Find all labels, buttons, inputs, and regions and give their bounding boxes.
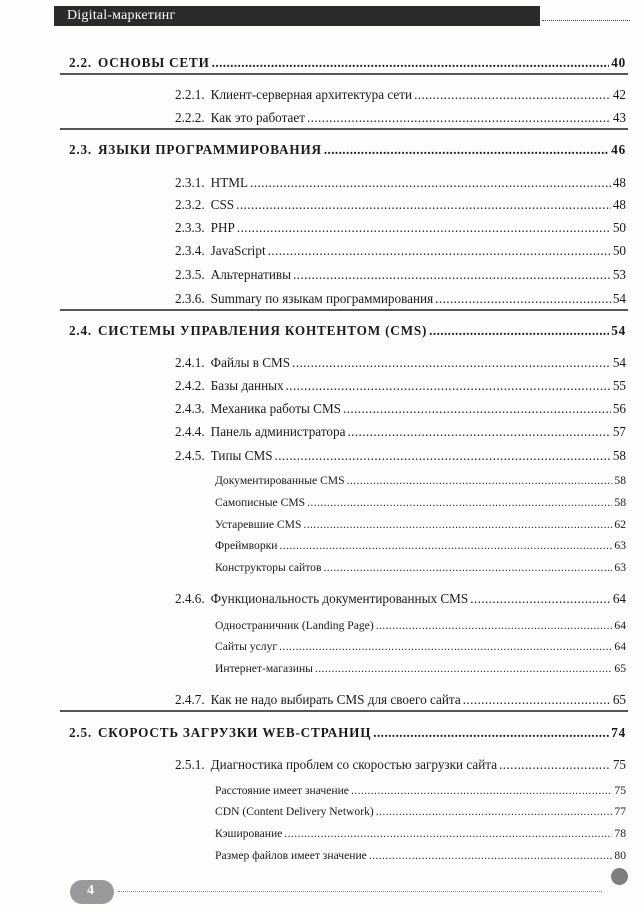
- toc-subsection-row: [175, 692, 626, 708]
- subsection-number: 2.3.6.: [175, 291, 205, 306]
- dot-leader: [369, 849, 613, 862]
- dot-leader: [212, 55, 610, 71]
- topic-title: Самописные CMS: [215, 496, 306, 509]
- dot-leader: [315, 662, 612, 675]
- toc-topic-row: [215, 496, 626, 509]
- page-ref: 64: [612, 591, 626, 606]
- page-ref: 78: [614, 827, 626, 840]
- page-ref: 58: [614, 474, 626, 487]
- topic-title: Интернет-магазины: [215, 662, 313, 675]
- page-ref: 54: [612, 291, 626, 306]
- section-divider: [60, 73, 628, 75]
- page-ref: 63: [614, 539, 626, 552]
- page-ref: 63: [614, 561, 626, 574]
- toc-topic-row: [215, 518, 626, 531]
- subsection-title: HTML: [210, 175, 249, 190]
- page-ref: 48: [612, 197, 626, 212]
- toc-topic-row: [215, 619, 626, 632]
- dot-leader: [284, 827, 612, 840]
- dot-leader: [414, 87, 611, 103]
- page-ref: 75: [614, 784, 626, 797]
- subsection-number: 2.4.4.: [175, 424, 205, 439]
- page-ref: 56: [612, 401, 626, 416]
- dot-leader: [293, 267, 611, 283]
- subsection-title: Альтернативы: [210, 267, 291, 282]
- toc-subsection-row: [175, 87, 626, 103]
- dot-leader: [279, 640, 612, 653]
- section-number: 2.4.: [69, 323, 92, 338]
- subsection-title: Диагностика проблем со скоростью загрузки сайта: [210, 757, 498, 772]
- subsection-title: CSS: [210, 197, 235, 212]
- dot-leader: [268, 243, 611, 259]
- section-number: 2.3.: [69, 142, 92, 157]
- dot-leader: [376, 619, 613, 632]
- dot-leader: [279, 539, 612, 552]
- toc-subsection-row: [175, 110, 626, 126]
- page-ref: 43: [612, 110, 626, 125]
- toc-subsection-row: [175, 378, 626, 394]
- toc-subsection-row: [175, 220, 626, 236]
- section-divider: [60, 128, 628, 130]
- toc-subsection-row: [175, 243, 626, 259]
- toc-section-row: [69, 142, 626, 158]
- section-title: ОСНОВЫ СЕТИ: [97, 55, 210, 70]
- dot-leader: [323, 561, 612, 574]
- section-title: СКОРОСТЬ ЗАГРУЗКИ WEB-СТРАНИЦ: [97, 725, 372, 740]
- toc-topic-row: [215, 805, 626, 818]
- page-ref: 54: [612, 355, 626, 370]
- subsection-title: Базы данных: [210, 378, 284, 393]
- section-title: СИСТЕМЫ УПРАВЛЕНИЯ КОНТЕНТОМ (CMS): [97, 323, 428, 338]
- toc-subsection-row: [175, 291, 626, 307]
- section-number: 2.2.: [69, 55, 92, 70]
- subsection-title: Механика работы CMS: [210, 401, 342, 416]
- section-number: 2.5.: [69, 725, 92, 740]
- section-divider: [60, 309, 628, 311]
- page-ref: 54: [611, 323, 626, 338]
- dot-leader: [343, 401, 611, 417]
- toc-subsection-row: [175, 355, 626, 371]
- subsection-number: 2.3.1.: [175, 175, 205, 190]
- dot-leader: [351, 784, 612, 797]
- page-ref: 40: [611, 55, 626, 70]
- subsection-number: 2.3.4.: [175, 243, 205, 258]
- subsection-title: PHP: [210, 220, 235, 235]
- page-ref: 58: [614, 496, 626, 509]
- subsection-number: 2.3.2.: [175, 197, 205, 212]
- subsection-number: 2.4.3.: [175, 401, 205, 416]
- toc-subsection-row: [175, 757, 626, 773]
- page-ref: 57: [612, 424, 626, 439]
- dot-leader: [307, 496, 612, 509]
- toc-topic-row: [215, 539, 626, 552]
- toc-section-row: [69, 725, 626, 741]
- toc-topic-row: [215, 474, 626, 487]
- topic-title: Устаревшие CMS: [215, 518, 302, 531]
- page-ref: 46: [611, 142, 626, 157]
- subsection-number: 2.3.3.: [175, 220, 205, 235]
- subsection-title: JavaScript: [210, 243, 266, 258]
- toc-topic-row: [215, 662, 626, 675]
- topic-title: Кэширование: [215, 827, 283, 840]
- subsection-number: 2.4.6.: [175, 591, 205, 606]
- toc-topic-row: [215, 640, 626, 653]
- page-ref: 55: [612, 378, 626, 393]
- topic-title: Одностраничник (Landing Page): [215, 619, 374, 632]
- page-ref: 80: [614, 849, 626, 862]
- page-ref: 42: [612, 87, 626, 102]
- dot-leader: [347, 424, 610, 440]
- page-ref: 64: [614, 640, 626, 653]
- toc-subsection-row: [175, 175, 626, 191]
- page-ref: 48: [612, 175, 626, 190]
- toc-section-row: [69, 323, 626, 339]
- page-ref: 64: [614, 619, 626, 632]
- dot-leader: [275, 448, 611, 464]
- toc-subsection-row: [175, 197, 626, 213]
- toc-topic-row: [215, 827, 626, 840]
- topic-title: Сайты услуг: [215, 640, 278, 653]
- dot-leader: [303, 518, 612, 531]
- section-divider: [60, 710, 628, 712]
- toc-topic-row: [215, 784, 626, 797]
- subsection-number: 2.4.5.: [175, 448, 205, 463]
- topic-title: Размер файлов имеет значение: [215, 849, 367, 862]
- toc-subsection-row: [175, 424, 626, 440]
- subsection-title: Клиент-серверная архитектура сети: [210, 87, 413, 102]
- dot-leader: [429, 323, 609, 339]
- subsection-number: 2.4.7.: [175, 692, 205, 707]
- toc-section-row: [69, 55, 626, 71]
- dot-leader: [347, 474, 613, 487]
- dot-leader: [470, 591, 611, 607]
- dot-leader: [292, 355, 611, 371]
- toc-topic-row: [215, 849, 626, 862]
- running-header-title: Digital-маркетинг: [67, 8, 176, 23]
- subsection-number: 2.4.2.: [175, 378, 205, 393]
- dot-leader: [373, 725, 609, 741]
- footer-circle-marker: [611, 868, 628, 885]
- page-ref: 65: [614, 662, 626, 675]
- dot-leader: [324, 142, 609, 158]
- subsection-number: 2.2.2.: [175, 110, 205, 125]
- subsection-title: Как это работает: [210, 110, 305, 125]
- page-ref: 53: [612, 267, 626, 282]
- page-ref: 58: [612, 448, 626, 463]
- subsection-title: Как не надо выбирать CMS для своего сайта: [210, 692, 461, 707]
- page-ref: 65: [612, 692, 626, 707]
- page-number: 4: [87, 883, 94, 898]
- page-ref: 50: [612, 220, 626, 235]
- footer-dotted-rule: [118, 891, 602, 892]
- toc-subsection-row: [175, 401, 626, 417]
- toc-subsection-row: [175, 591, 626, 607]
- toc-topic-row: [215, 561, 626, 574]
- dot-leader: [237, 220, 611, 236]
- dot-leader: [435, 291, 611, 307]
- topic-title: Фреймворки: [215, 539, 278, 552]
- page-ref: 62: [614, 518, 626, 531]
- dot-leader: [286, 378, 611, 394]
- page-ref: 75: [612, 757, 626, 772]
- subsection-number: 2.5.1.: [175, 757, 205, 772]
- subsection-title: Файлы в CMS: [210, 355, 291, 370]
- subsection-number: 2.2.1.: [175, 87, 205, 102]
- section-title: ЯЗЫКИ ПРОГРАММИРОВАНИЯ: [97, 142, 322, 157]
- subsection-number: 2.3.5.: [175, 267, 205, 282]
- header-dotted-rule: [542, 20, 630, 21]
- topic-title: Конструкторы сайтов: [215, 561, 322, 574]
- subsection-title: Функциональность документированных CMS: [210, 591, 469, 606]
- dot-leader: [499, 757, 611, 773]
- toc-subsection-row: [175, 448, 626, 464]
- subsection-title: Summary по языкам программирования: [210, 291, 434, 306]
- subsection-title: Панель администратора: [210, 424, 346, 439]
- dot-leader: [236, 197, 611, 213]
- topic-title: Документированные CMS: [215, 474, 345, 487]
- subsection-number: 2.4.1.: [175, 355, 205, 370]
- topic-title: CDN (Content Delivery Network): [215, 805, 374, 818]
- page-ref: 74: [611, 725, 626, 740]
- dot-leader: [307, 110, 611, 126]
- dot-leader: [250, 175, 611, 191]
- page-ref: 77: [614, 805, 626, 818]
- toc-subsection-row: [175, 267, 626, 283]
- subsection-title: Типы CMS: [210, 448, 273, 463]
- page-ref: 50: [612, 243, 626, 258]
- topic-title: Расстояние имеет значение: [215, 784, 349, 797]
- dot-leader: [463, 692, 611, 708]
- dot-leader: [376, 805, 613, 818]
